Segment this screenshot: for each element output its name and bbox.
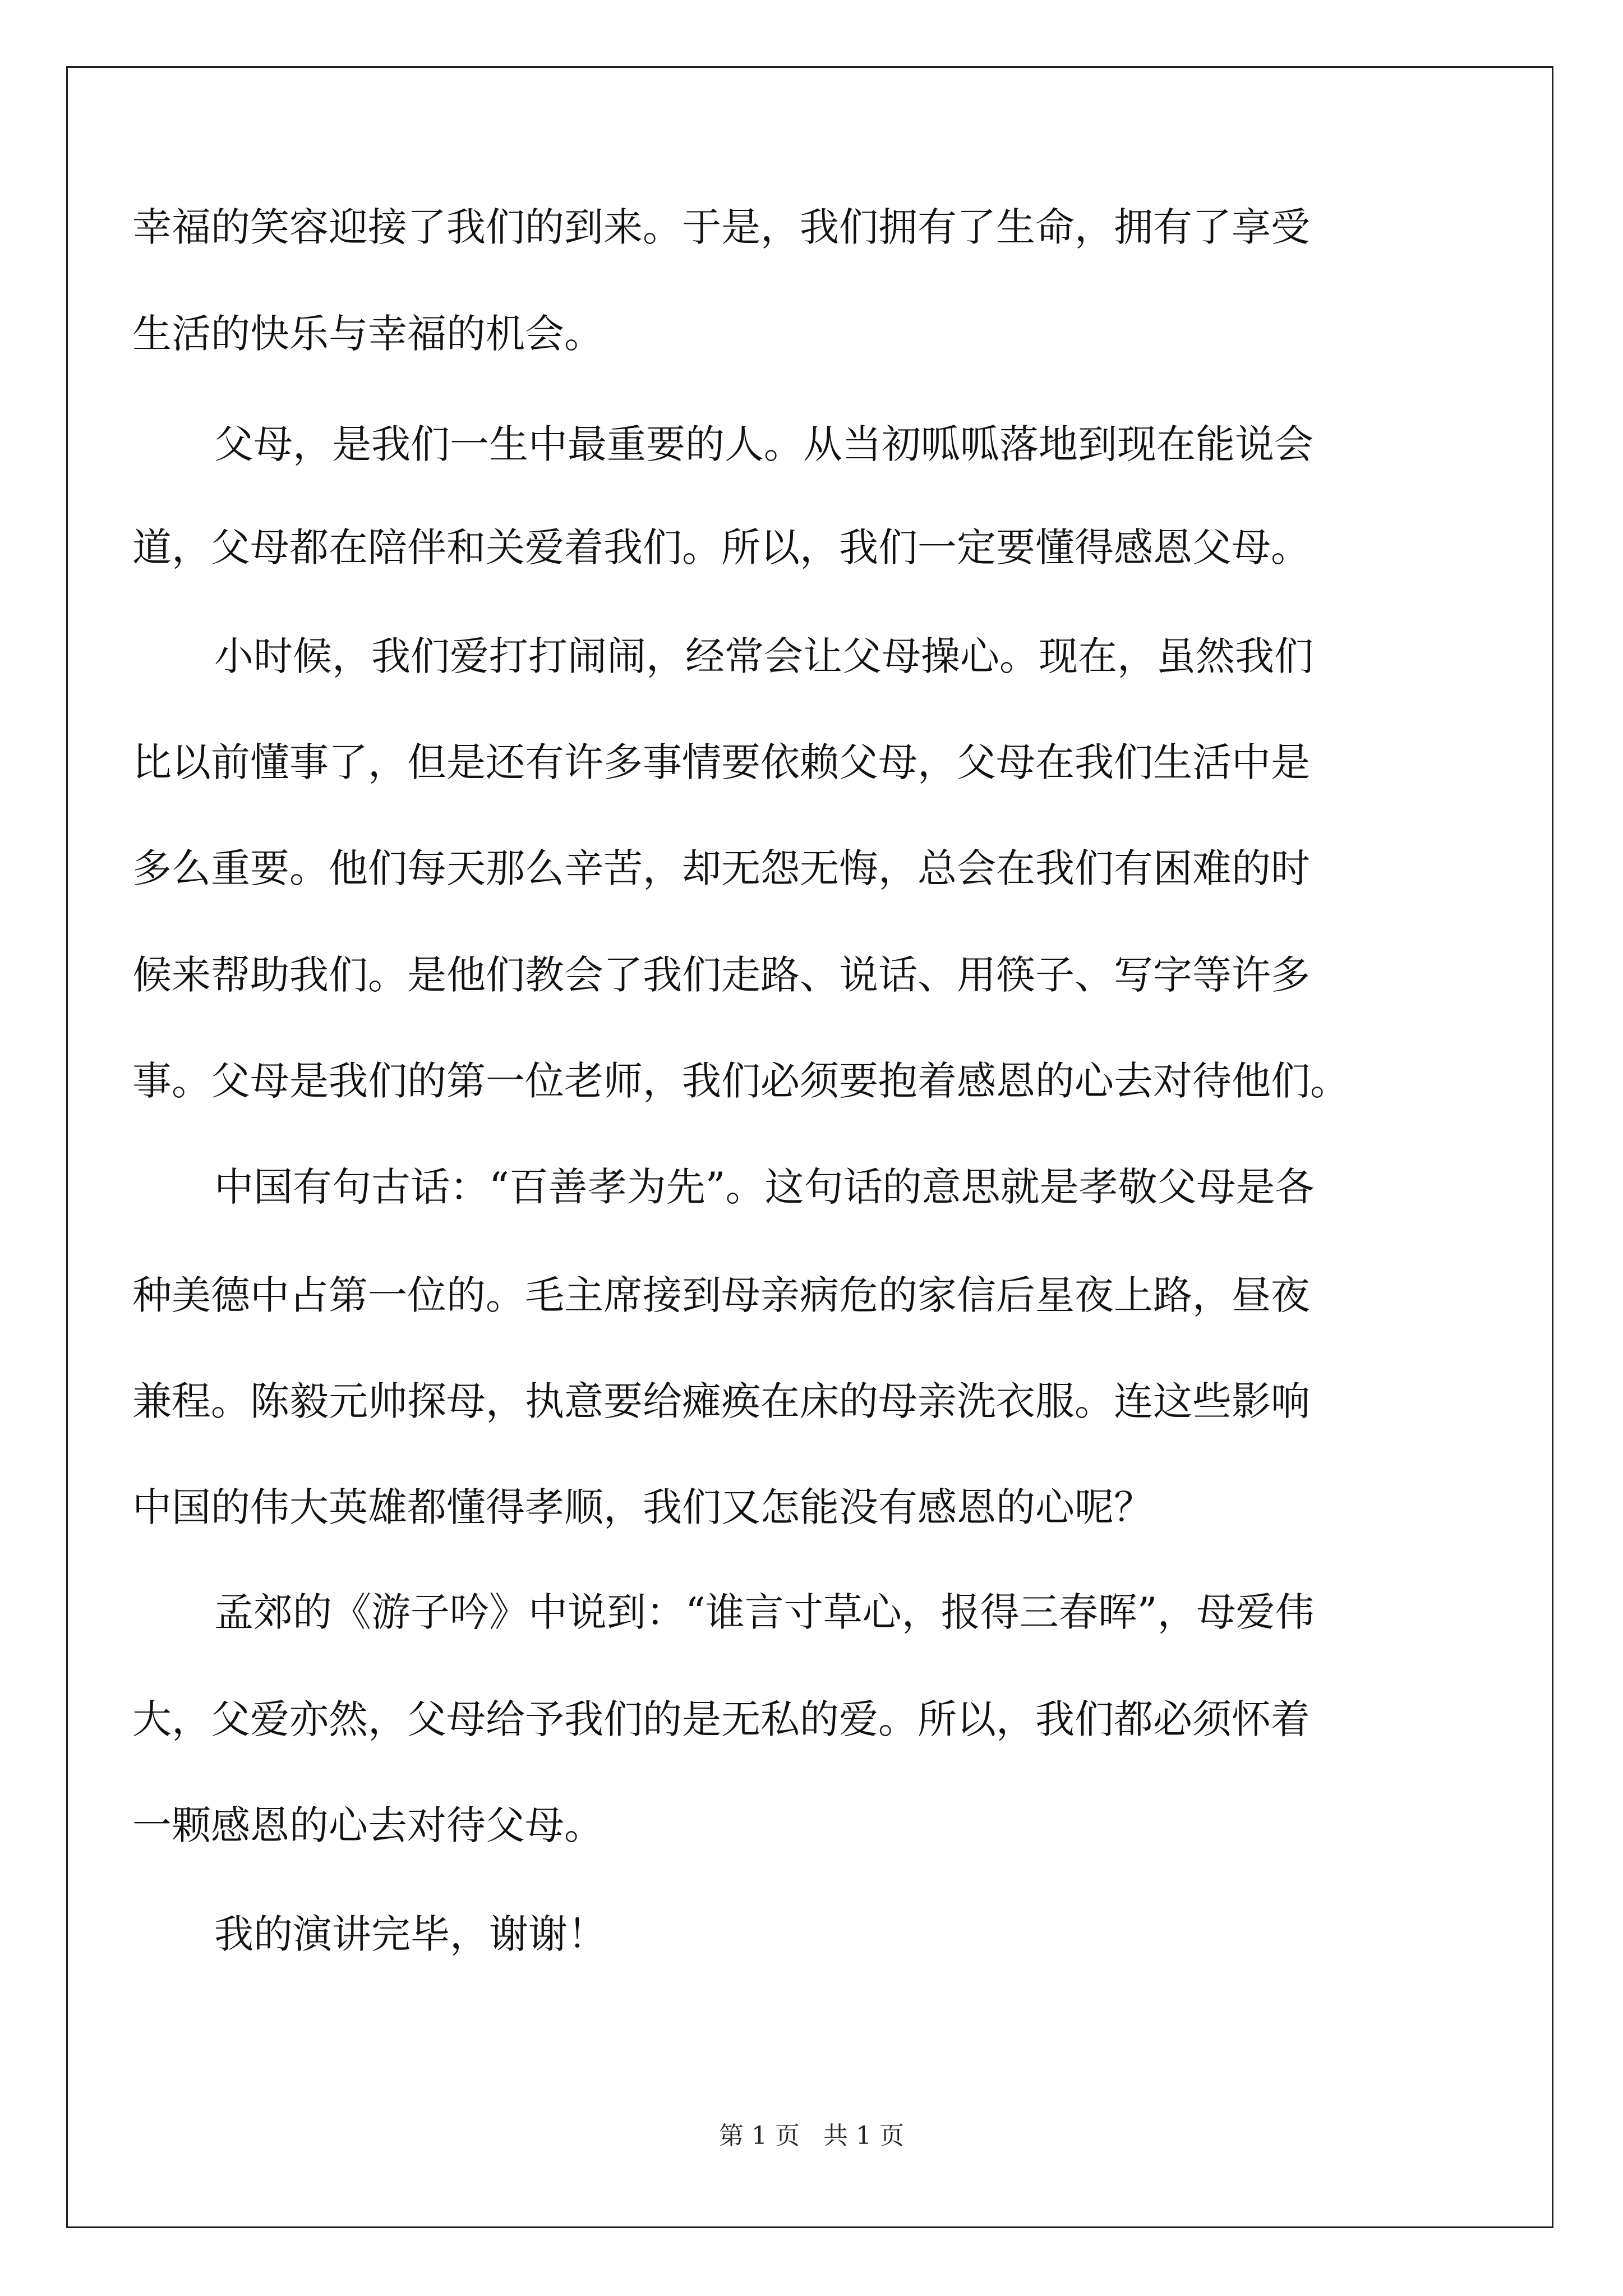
- text-line: 比以前懂事了，但是还有许多事情要依赖父母，父母在我们生活中是: [132, 739, 1310, 785]
- text-line: 父母，是我们一生中最重要的人。从当初呱呱落地到现在能说会: [214, 421, 1313, 467]
- text-line: 事。父母是我们的第一位老师，我们必须要抱着感恩的心去对待他们。: [132, 1058, 1349, 1104]
- text-line: 候来帮助我们。是他们教会了我们走路、说话、用筷子、写字等许多: [132, 952, 1310, 998]
- text-line: 兼程。陈毅元帅探母，执意要给瘫痪在床的母亲洗衣服。连这些影响: [132, 1378, 1310, 1424]
- page-number-footer: 第 1 页 共 1 页: [719, 2122, 904, 2150]
- text-line: 孟郊的《游子吟》中说到：“谁言寸草心，报得三春晖”，母爱伟: [214, 1589, 1315, 1635]
- text-line: 大，父爱亦然，父母给予我们的是无私的爱。所以，我们都必须怀着: [132, 1696, 1310, 1742]
- text-line: 种美德中占第一位的。毛主席接到母亲病危的家信后星夜上路，昼夜: [132, 1272, 1310, 1318]
- text-line: 生活的快乐与幸福的机会。: [132, 311, 603, 357]
- text-line: 幸福的笑容迎接了我们的到来。于是，我们拥有了生命，拥有了享受: [132, 204, 1310, 250]
- text-line: 中国的伟大英雄都懂得孝顺，我们又怎能没有感恩的心呢？: [132, 1484, 1153, 1530]
- text-line: 小时候，我们爱打打闹闹，经常会让父母操心。现在，虽然我们: [214, 633, 1313, 679]
- page-border: [66, 66, 1553, 2228]
- text-line: 中国有句古话：“百善孝为先”。这句话的意思就是孝敬父母是各: [214, 1164, 1315, 1210]
- text-line: 多么重要。他们每天那么辛苦，却无怨无悔，总会在我们有困难的时: [132, 845, 1310, 891]
- text-line: 我的演讲完毕，谢谢！: [214, 1911, 607, 1957]
- text-line: 道，父母都在陪伴和关爱着我们。所以，我们一定要懂得感恩父母。: [132, 524, 1310, 570]
- text-line: 一颗感恩的心去对待父母。: [132, 1802, 603, 1848]
